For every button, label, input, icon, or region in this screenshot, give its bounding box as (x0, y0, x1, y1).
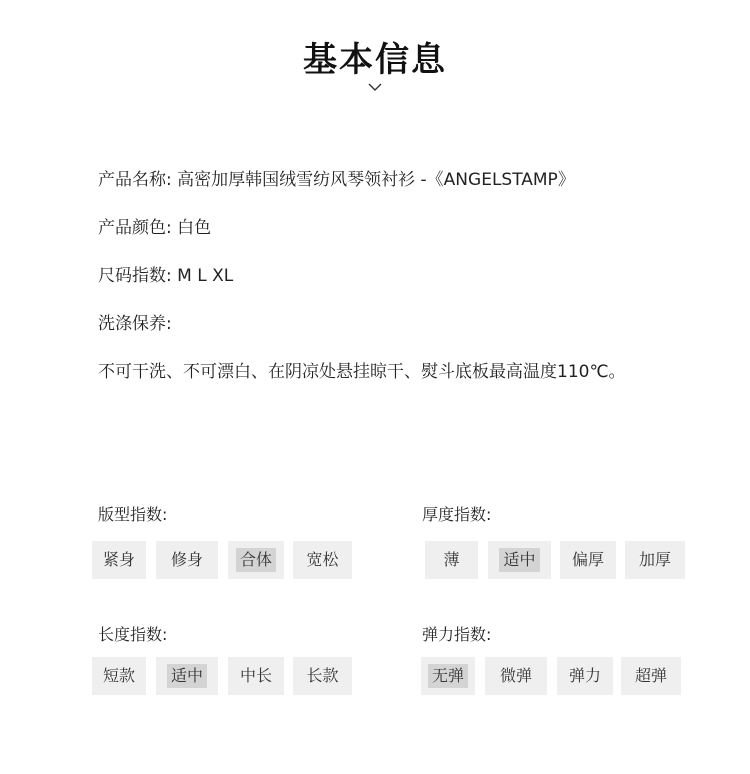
fit-option[interactable] (156, 541, 218, 579)
care-instructions: 不可干洗、不可漂白、在阴凉处悬挂晾干、熨斗底板最高温度110℃。 (98, 362, 626, 382)
fit-option[interactable] (228, 541, 284, 579)
length-option-label: 长款 (306, 666, 339, 685)
product-name-value: 高密加厚韩国绒雪纺风琴领衬衫 -《ANGELSTAMP》 (177, 170, 575, 190)
fit-option-label: 合体 (236, 548, 276, 572)
elasticity-option[interactable] (557, 657, 613, 695)
page-title: 基本信息 (303, 40, 447, 80)
thickness-option-label: 加厚 (638, 550, 671, 569)
length-option-label: 中长 (239, 666, 272, 685)
elasticity-option[interactable] (621, 657, 681, 695)
size-index-label: 尺码指数: (98, 266, 172, 286)
chevron-down-icon (368, 82, 382, 92)
elasticity-option[interactable] (485, 657, 547, 695)
thickness-option-label: 偏厚 (571, 550, 604, 569)
care-label: 洗涤保养: (98, 314, 172, 334)
elasticity-option-label: 微弹 (499, 666, 532, 685)
length-option[interactable] (156, 657, 218, 695)
thickness-option[interactable] (560, 541, 616, 579)
elasticity-option-label: 超弹 (634, 666, 667, 685)
fit-option-label: 修身 (170, 550, 203, 569)
length-option-label: 适中 (167, 664, 207, 688)
product-color-value: 白色 (177, 218, 212, 238)
size-index-value: M L XL (177, 266, 234, 286)
product-name-label: 产品名称: (98, 170, 172, 190)
length-option[interactable] (228, 657, 284, 695)
elasticity-option-label: 弹力 (568, 666, 601, 685)
thickness-option[interactable] (425, 541, 478, 579)
thickness-index-label: 厚度指数: (422, 505, 492, 524)
thickness-option[interactable] (625, 541, 685, 579)
length-index-label: 长度指数: (98, 625, 168, 644)
fit-option-label: 宽松 (306, 550, 339, 569)
elasticity-index-label: 弹力指数: (422, 625, 492, 644)
fit-option[interactable] (293, 541, 352, 579)
fit-option[interactable] (92, 541, 146, 579)
elasticity-option-label: 无弹 (428, 664, 468, 688)
thickness-option-label: 薄 (443, 550, 460, 569)
product-name-row (98, 165, 575, 190)
length-option[interactable] (293, 657, 352, 695)
product-color-label: 产品颜色: (98, 218, 172, 238)
product-color-row (98, 213, 211, 238)
size-index-row (98, 261, 233, 286)
fit-option-label: 紧身 (102, 550, 135, 569)
length-option[interactable] (92, 657, 146, 695)
fit-index-label: 版型指数: (98, 505, 168, 524)
elasticity-option[interactable] (421, 657, 475, 695)
thickness-option[interactable] (488, 541, 551, 579)
thickness-option-label: 适中 (499, 548, 539, 572)
length-option-label: 短款 (102, 666, 135, 685)
